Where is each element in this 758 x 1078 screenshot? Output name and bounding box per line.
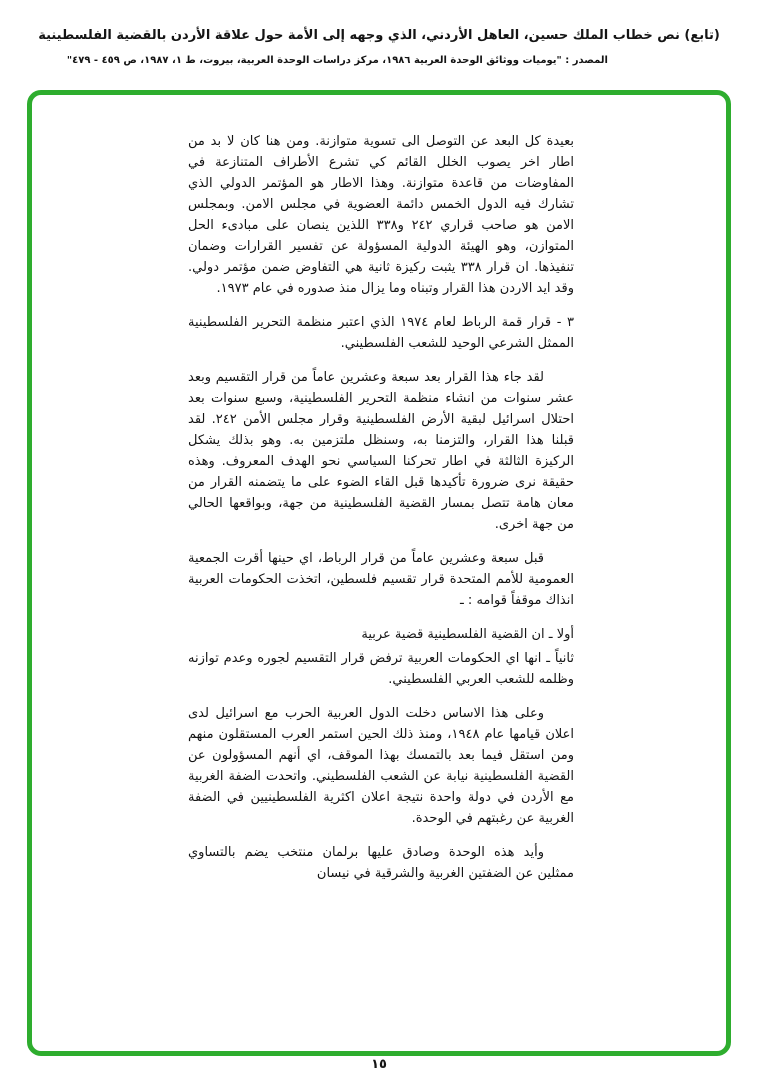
body-paragraph: أولا ـ ان القضية الفلسطينية قضية عربية <box>361 627 574 642</box>
body-paragraph: وعلى هذا الاساس دخلت الدول العربية الحرب مع اسرائيل لدى اعلان قيامها عام ١٩٤٨، ومنذ ذلك الحين استمر العرب المستقلون منهم ومن استقل فيما بعد بالتمسك بهذا الموقف، اي أنهم المسؤولون عن القضية الفلسطينية نيابة عن الشعب الفلسطيني. واتحدت الضفة الغربية مع الأردن في دولة واحدة نتيجة اعلان اكثرية الفلسطينيين في الضفة الغربية عن رغبتهم في الوحدة. <box>188 706 574 826</box>
page-header <box>0 0 758 66</box>
body-paragraph: لقد جاء هذا القرار بعد سبعة وعشرين عاماً من قرار التقسيم وبعد عشر سنوات من انشاء منظمة التحرير الفلسطينية، وسبع سنوات بعد احتلال اسرائيل لبقية الأرض الفلسطينية وقرار مجلس الأمن ٢٤٢. لقد قبلنا هذا القرار، والتزمنا به، وسنظل ملتزمين به. وهو بذلك يشكل الركيزة الثالثة في اطار تحركنا السياسي نحو الهدف المعروف. وهذه حقيقة نرى ضرورة تأكيدها قبل القاء الضوء على ما يتضمنه القرار من معان هامة تتصل بمسار القضية الفلسطينية من جهة، وبواقعها الحالي من جهة اخرى. <box>188 370 574 532</box>
document-title: (تابع) نص خطاب الملك حسين، العاهل الأردني، الذي وجهه إلى الأمة حول علاقة الأردن بالقضية الفلسطينية <box>38 28 720 43</box>
source-citation: المصدر : "يوميات ووثائق الوحدة العربية ١٩٨٦، مركز دراسات الوحدة العربية، بيروت، ط ١، ١٩٨٧، ص ٤٥٩ - ٤٧٩" <box>66 54 608 66</box>
body-paragraph: ثانياً ـ انها اي الحكومات العربية ترفض قرار التقسيم لجوره وعدم توازنه وظلمه للشعب العربي الفلسطيني. <box>188 651 574 687</box>
content-frame <box>27 90 731 1056</box>
body-text <box>188 131 574 897</box>
body-paragraph: ٣ - قرار قمة الرباط لعام ١٩٧٤ الذي اعتبر منظمة التحرير الفلسطينية الممثل الشرعي الوحيد للشعب الفلسطيني. <box>188 315 574 351</box>
body-paragraph: بعيدة كل البعد عن التوصل الى تسوية متوازنة. ومن هنا كان لا بد من اطار اخر يصوب الخلل القائم كي تشرع الأطراف المتنازعة في المفاوضات من قاعدة متوازنة. وهذا الاطار هو المؤتمر الدولي الذي تشارك فيه الدول الخمس دائمة العضوية في مجلس الامن. وبمجلس الامن هو صاحب قراري ٢٤٢ و٣٣٨ اللذين ينصان على مبادىء الحل المتوازن، وهو الهيئة الدولية المسؤولة عن تفسير القرارات وضمان تنفيذها. ان قرار ٣٣٨ يثبت ركيزة ثانية هي التفاوض ضمن مؤتمر دولي. وقد ايد الاردن هذا القرار وتبناه وما يزال منذ صدوره في عام ١٩٧٣. <box>188 134 575 296</box>
body-paragraph: قبل سبعة وعشرين عاماً من قرار الرباط، اي حينها أقرت الجمعية العمومية للأمم المتحدة قرار تقسيم فلسطين، اتخذت الحكومات العربية انذاك موقفاً قوامه : ـ <box>188 551 574 608</box>
page-number: ١٥ <box>371 1057 387 1072</box>
body-paragraph: وأيد هذه الوحدة وصادق عليها برلمان منتخب يضم بالتساوي ممثلين عن الضفتين الغربية والشرقية في نيسان <box>188 845 574 881</box>
